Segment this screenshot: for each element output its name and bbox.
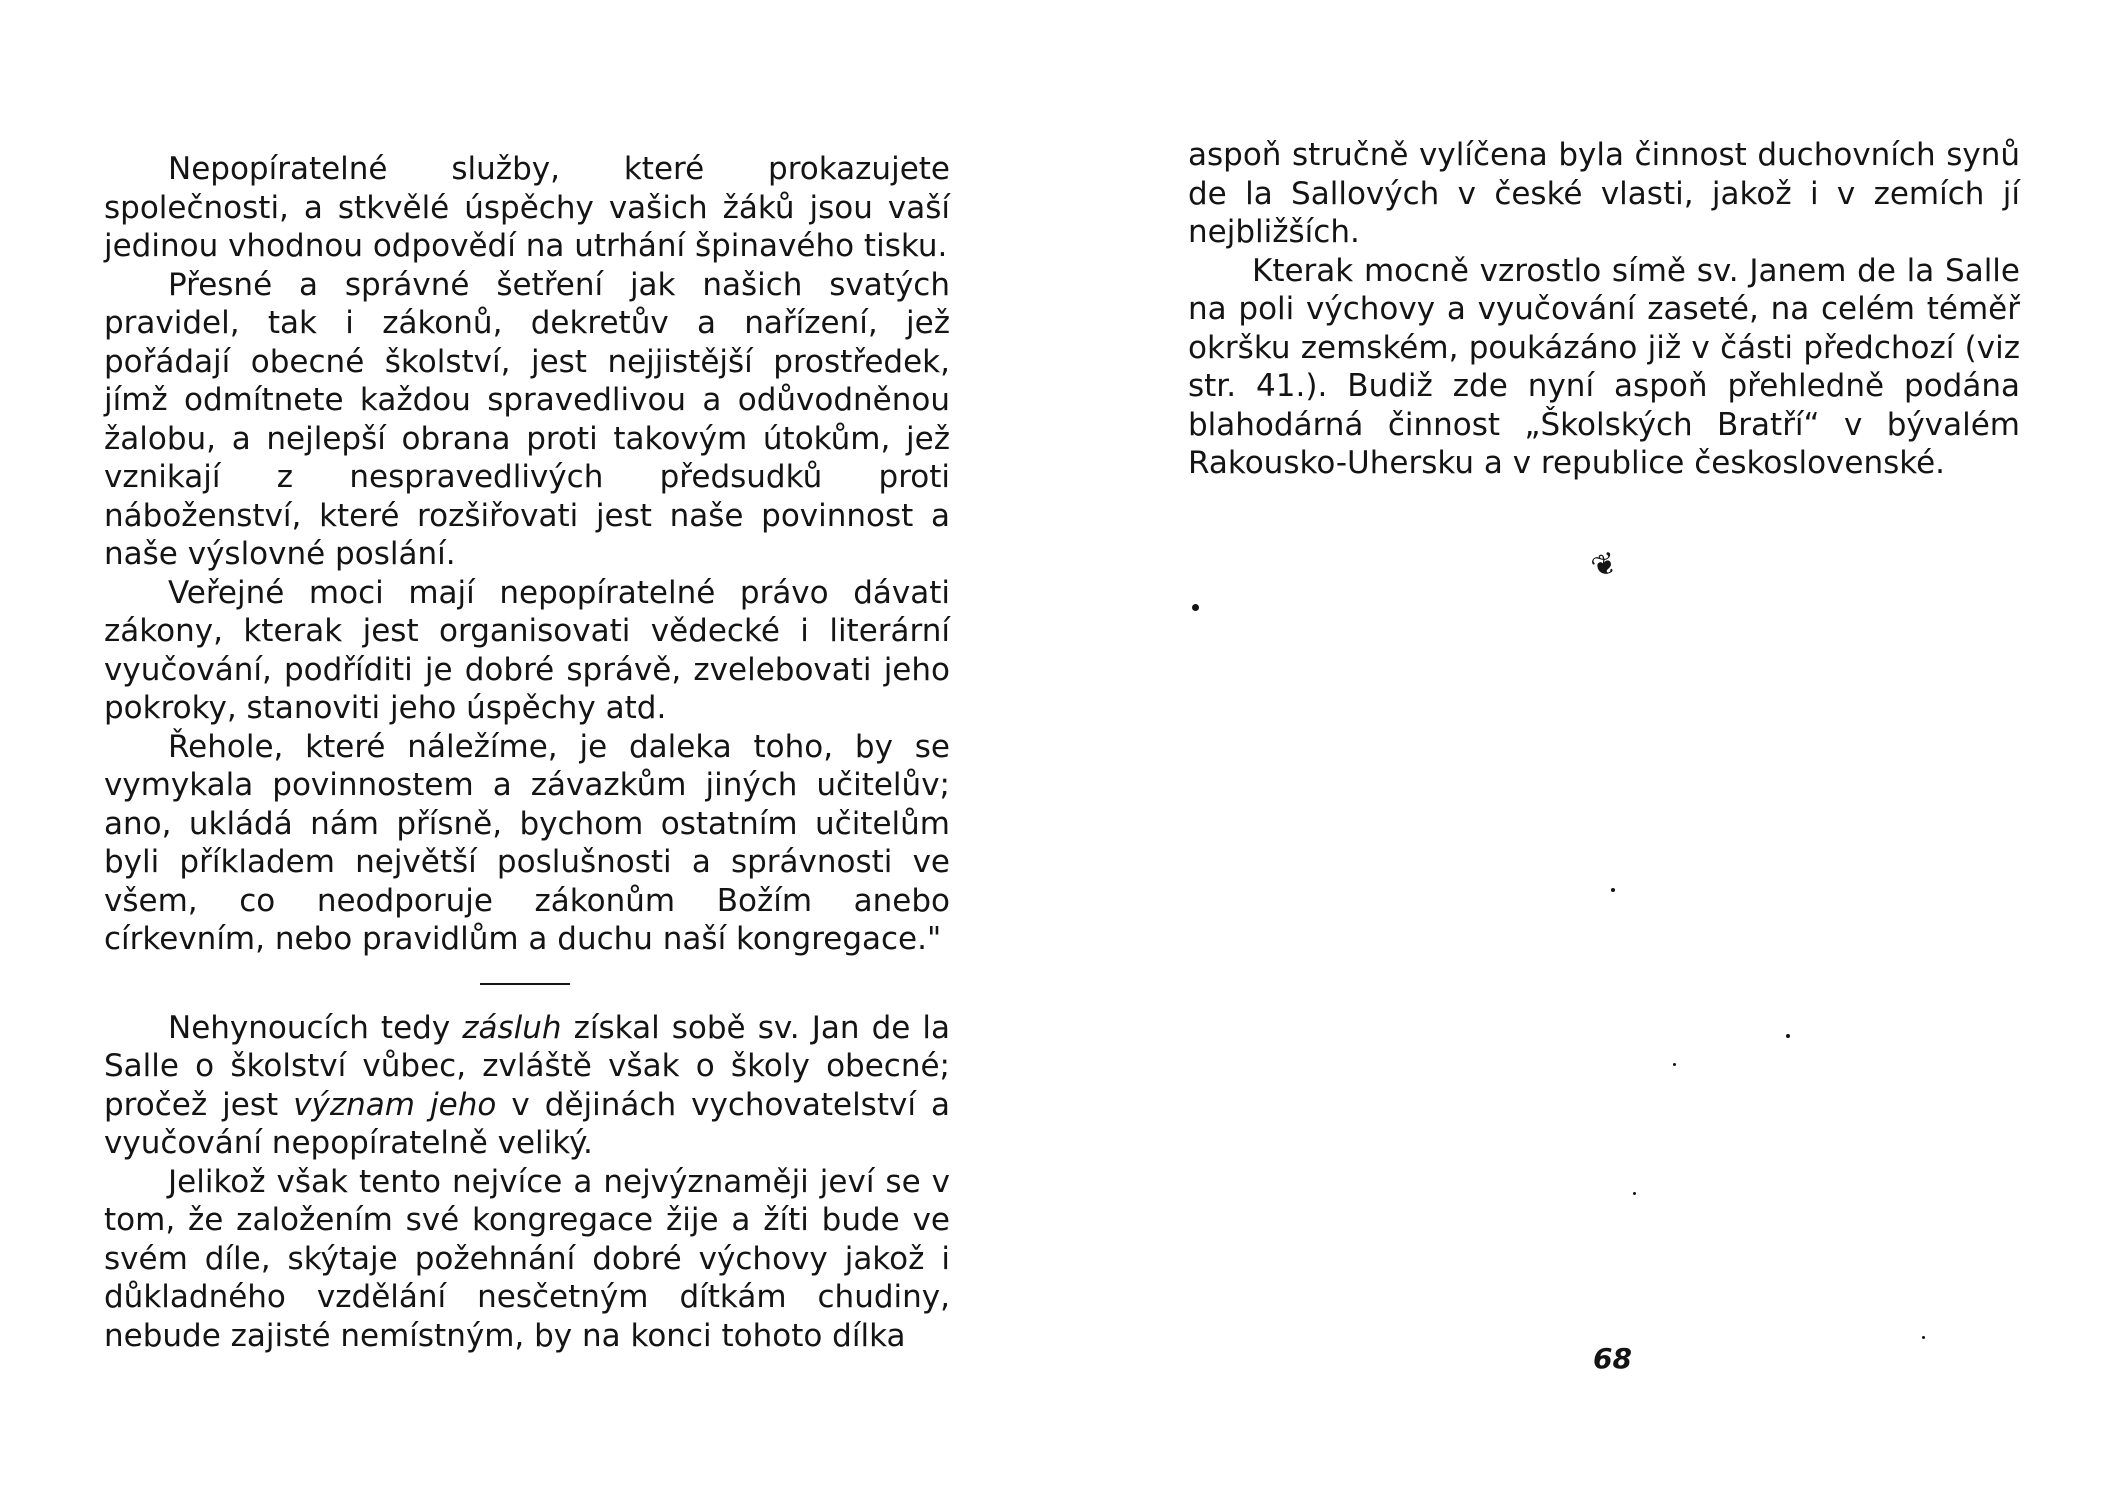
print-speck xyxy=(1786,1034,1790,1038)
left-paragraph-2: Přesné a správné šetření jak našich svatých pravidel, tak i zákonů, dekretův a nařízení, jež pořádají obecné školství, jest nejjistější prostředek, jímž odmítnete každou spravedlivou a odůvodněnou žalobu, a nejlepší obrana proti takovým útokům, jež vznikají z nespravedlivých předsudků proti náboženství, které rozšiřovati jest naše povinnost a naše výslovné poslání. xyxy=(104,266,950,572)
print-speck xyxy=(1673,1063,1676,1066)
page-number: 68 xyxy=(1593,1342,1632,1375)
right-page xyxy=(1188,136,2020,483)
left-paragraph-5 xyxy=(104,1009,950,1163)
left-page xyxy=(104,150,950,1355)
emphasis-merit: zásluh xyxy=(462,1009,562,1046)
text-run: získal sobě sv. Jan de la Salle o školství vůbec, zvláště však o školy obecné; pročež jest xyxy=(104,1009,950,1123)
print-speck xyxy=(1922,1336,1925,1339)
text-run: Nehynoucích tedy xyxy=(168,1009,463,1046)
text-run: v dějinách vychovatelství a vyučování nepopíratelně veliký. xyxy=(104,1086,950,1161)
left-paragraph-1: Nepopíratelné služby, které prokazujete společnosti, a stkvělé úspěchy vašich žáků jsou vaší jedinou vhodnou odpovědí na utrhání špinavého tisku. xyxy=(104,151,950,264)
flower-ornament-icon: ❦ xyxy=(1586,544,1623,587)
emphasis-significance: význam jeho xyxy=(293,1086,497,1123)
right-paragraph-2: Kterak mocně vzrostlo símě sv. Janem de la Salle na poli výchovy a vyučování zaseté, na celém téměř okršku zemském, poukázáno již v části předchozí (viz str. 41.). Budiž zde nyní aspoň přehledně podána blahodárná činnost „Školských Bratří“ v bývalém Rakousko-Uhersku a v republice československé. xyxy=(1188,252,2020,481)
print-speck xyxy=(1192,604,1199,611)
left-paragraph-4: Řehole, které náležíme, je daleka toho, by se vymykala povinnostem a závazkům jiných učitelův; ano, ukládá nám přísně, bychom ostatním učitelům byli příkladem největší poslušnosti a správnosti ve všem, co neodporuje zákonům Božím anebo církevním, nebo pravidlům a duchu naší kongregace." xyxy=(104,728,950,957)
left-paragraph-6: Jelikož však tento nejvíce a nejvýznaměji jeví se v tom, že založením své kongregace žije a žíti bude ve svém díle, skýtaje požehnání dobré výchovy jakož i důkladného vzdělání nesčetným dítkám chudiny, nebude zajisté nemístným, by na konci tohoto dílka xyxy=(104,1163,950,1354)
left-paragraph-3: Veřejné moci mají nepopíratelné právo dávati zákony, kterak jest organisovati vědecké i literární vyučování, podříditi je dobré správě, zvelebovati jeho pokroky, stanoviti jeho úspěchy atd. xyxy=(104,574,950,726)
section-divider xyxy=(480,983,570,985)
print-speck xyxy=(1633,1192,1636,1195)
right-paragraph-1: aspoň stručně vylíčena byla činnost duchovních synů de la Sallových v české vlasti, jakož i v zemích jí nejbližších. xyxy=(1188,137,2020,250)
print-speck xyxy=(1611,888,1615,892)
